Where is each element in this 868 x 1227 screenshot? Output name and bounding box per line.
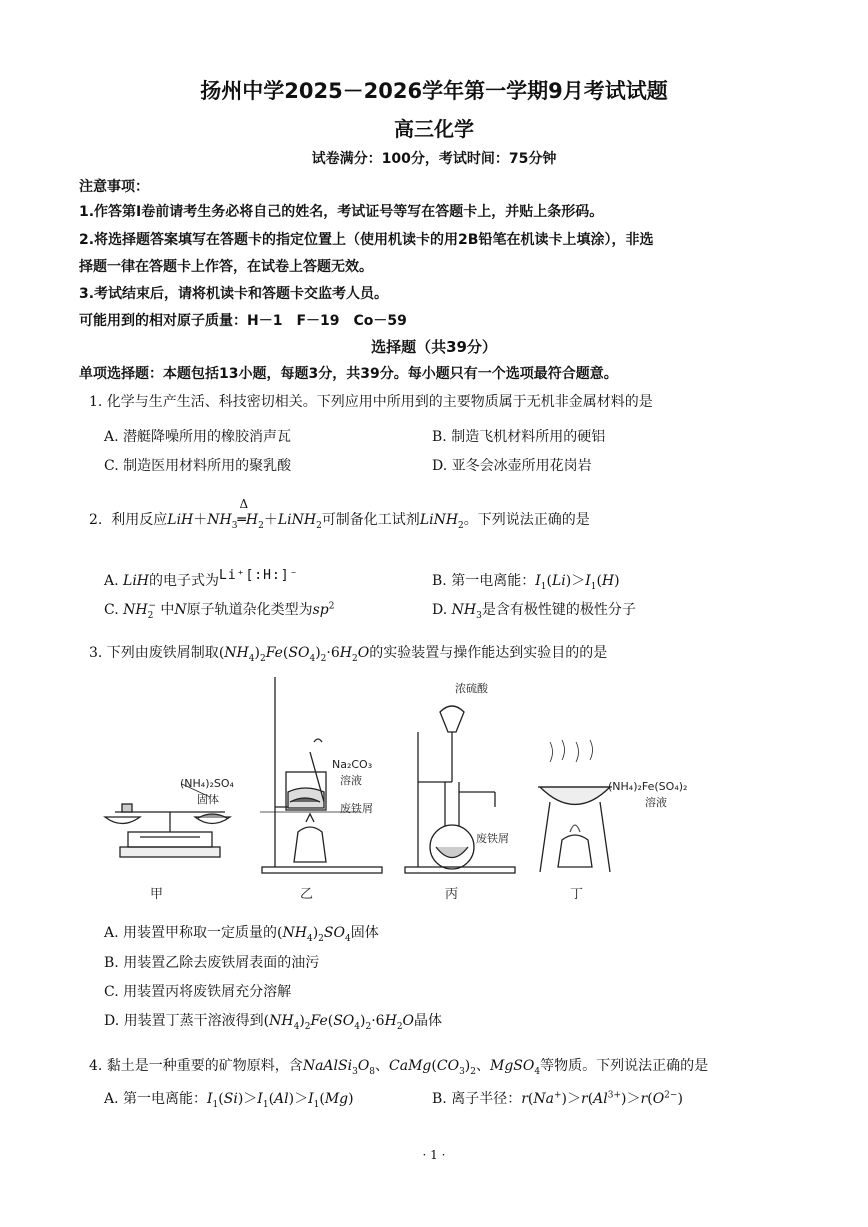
label-nh4so4: (NH₄)₂SO₄ <box>180 777 234 790</box>
q3-option-d: D. 用装置丁蒸干溶液得到$(NH_4)_2Fe(SO_4)_2\cdot 6H_2O$晶体 <box>104 1013 443 1032</box>
note-item-3: 3.考试结束后，请将机读卡和答题卡交监考人员。 <box>79 286 389 302</box>
q2-stem: 2. 利用反应$LiH+NH_3$ Δ $═H_2+LiNH_2$可制备化工试剂LiNH$_2$。下列说法正确的是 <box>89 497 590 531</box>
label-solution: 溶液 <box>340 774 362 787</box>
q1-stem: 1. 化学与生产生活、科技密切相关。下列应用中所用到的主要物质属于无机非金属材料的是 <box>89 394 653 410</box>
label-yi: 乙 <box>300 887 314 902</box>
exam-info: 试卷满分：100分，考试时间：75分钟 <box>311 151 557 167</box>
label-na2co3: Na₂CO₃ <box>332 758 373 771</box>
q2-option-c: C. $NH_2^-$ 中N原子轨道杂化类型为$sp^2$ <box>104 601 335 621</box>
note-item-2-line2: 择题一律在答题卡上作答，在试卷上答题无效。 <box>79 259 373 275</box>
apparatus-figure <box>100 672 740 904</box>
exam-title: 扬州中学2025－2026学年第一学期9月考试试题 <box>200 79 668 103</box>
section-heading: 选择题（共39分） <box>371 338 497 356</box>
q2-option-a: A. LiH的电子式为Li⁺[:H:]⁻ <box>104 568 299 589</box>
q1-option-b: B. 制造飞机材料所用的硬铝 <box>432 429 606 445</box>
subject-title: 高三化学 <box>394 117 474 141</box>
label-solid: 固体 <box>197 793 219 806</box>
label-scrap-yi: 废铁屑 <box>340 802 373 815</box>
label-solution2: 溶液 <box>645 796 667 809</box>
beaker-stand-apparatus <box>260 677 382 873</box>
atomic-masses: 可能用到的相对原子质量：H－1 F－19 Co－59 <box>79 313 407 329</box>
evaporating-dish-apparatus <box>538 740 612 872</box>
q3-option-b: B. 用装置乙除去废铁屑表面的油污 <box>104 955 320 971</box>
label-ding: 丁 <box>570 887 584 902</box>
q4-option-b: B. 离子半径：$r(Na^+)>r(Al^{3+})>r(O^{2-})$ <box>432 1090 683 1107</box>
q1-option-d: D. 亚冬会冰壶所用花岗岩 <box>432 458 592 474</box>
label-jia: 甲 <box>150 887 164 902</box>
note-item-1: 1.作答第Ⅰ卷前请考生务必将自己的姓名，考试证号等写在答题卡上，并贴上条形码。 <box>79 204 604 220</box>
page-number: · 1 · <box>422 1148 446 1162</box>
flask-funnel-apparatus <box>405 706 515 873</box>
label-scrap-bing: 废铁屑 <box>476 832 509 845</box>
q4-stem: 4. 黏土是一种重要的矿物原料，含$NaAlSi_3O_8$、$CaMg(CO_3)_2$、MgSO$_4$等物质。下列说法正确的是 <box>89 1058 709 1077</box>
label-h2so4: 浓硫酸 <box>455 682 488 695</box>
q4-option-a: A. 第一电离能：$I_1(Si)>I_1(Al)>I_1(Mg)$ <box>104 1091 354 1110</box>
q2-option-b: B. 第一电离能：$I_1(Li)>I_1(H)$ <box>432 573 620 592</box>
q1-option-c: C. 制造医用材料所用的聚乳酸 <box>104 458 292 474</box>
q2-option-d: D. $NH_3$是含有极性键的极性分子 <box>432 602 636 621</box>
label-ferrous: (NH₄)₂Fe(SO₄)₂ <box>608 780 688 793</box>
q3-stem: 3. 下列由废铁屑制取$(NH_4)_2Fe(SO_4)_2\cdot 6H_2O$的实验装置与操作能达到实验目的的是 <box>89 645 608 664</box>
lewis-structure: Li⁺[:H:]⁻ <box>219 568 299 583</box>
q3-option-a: A. 用装置甲称取一定质量的$(NH_4)_2SO_4$固体 <box>104 925 379 944</box>
notes-heading: 注意事项： <box>79 179 149 195</box>
section-instruction: 单项选择题：本题包括13小题，每题3分，共39分。每小题只有一个选项最符合题意。 <box>79 366 618 382</box>
note-item-2-line1: 2.将选择题答案填写在答题卡的指定位置上（使用机读卡的用2B铅笔在机读卡上填涂），非选 <box>79 232 654 248</box>
label-bing: 丙 <box>445 887 459 902</box>
q1-option-a: A. 潜艇降噪所用的橡胶消声瓦 <box>104 429 292 445</box>
q3-option-c: C. 用装置丙将废铁屑充分溶解 <box>104 984 292 1000</box>
